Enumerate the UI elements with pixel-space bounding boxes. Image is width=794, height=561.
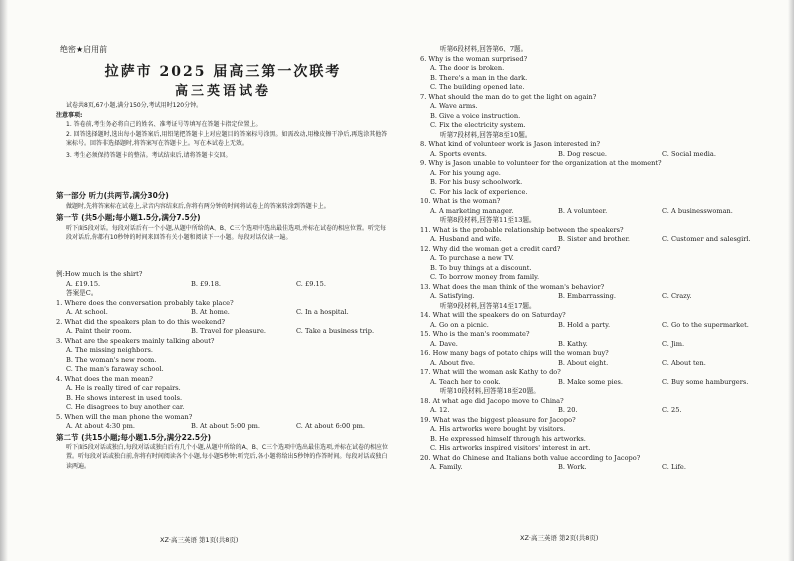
example-options — [56, 280, 390, 290]
option-c: C. Social media. — [662, 149, 716, 158]
page-2-questions — [420, 45, 776, 473]
option-a: A. Sports events. — [430, 149, 487, 158]
option-a: A. At about 4:30 pm. — [66, 422, 135, 430]
example-answer: 答案是C。 — [66, 289, 98, 297]
option-line: C. To borrow money from family. — [430, 273, 540, 281]
question-5: 5. When will the man phone the woman? — [56, 412, 193, 421]
option-b: B. 20. — [558, 406, 578, 414]
option-row — [420, 207, 776, 217]
option-line: B. To buy things at a discount. — [430, 263, 532, 272]
option-c: C. The man's faraway school. — [66, 365, 164, 373]
scan-shadow-left — [0, 0, 8, 561]
material-cue: 听第6段材料,回答第6、7题。 — [440, 45, 528, 53]
option-row — [420, 150, 776, 160]
option-line: B. There's a man in the dark. — [430, 73, 528, 82]
page-1 — [56, 0, 390, 561]
option-c: C. At about 6:00 pm. — [296, 422, 365, 430]
option-line: A. The door is broken. — [430, 64, 505, 72]
option-c: C. A businesswoman. — [662, 206, 733, 215]
option-b: B. Embarrassing. — [558, 292, 616, 300]
option-c: C. Buy some hamburgers. — [662, 377, 749, 386]
option-c: C. 25. — [662, 406, 682, 414]
option-line: C. For his lack of experience. — [430, 187, 528, 196]
option-a: A. Go on a picnic. — [430, 320, 489, 329]
note-3: 3. 考生必须保持答题卡的整洁。考试结束后,请将答题卡交回。 — [66, 151, 232, 159]
material-cue: 听第7段材料,回答第8至10题。 — [440, 130, 532, 139]
option-c: C. Customer and salesgirl. — [662, 235, 751, 243]
section1-title: 第一节 (共5小题;每小题1.5分,满分7.5分) — [56, 212, 201, 222]
option-row — [420, 235, 776, 245]
page-2 — [420, 0, 776, 561]
option-row — [420, 321, 776, 331]
option-line: A. To purchase a new TV. — [430, 254, 514, 262]
option-line: A. Wave arms. — [430, 102, 478, 110]
option-a: A. Dave. — [430, 339, 458, 348]
option-b: B. Sister and brother. — [558, 235, 631, 243]
option-b: B. Kathy. — [558, 339, 588, 348]
scan-shadow-right — [788, 0, 794, 561]
option-line: B. He expressed himself through his artworks. — [430, 434, 586, 443]
option-c: C. About ten. — [662, 358, 706, 367]
material-cue: 听第8段材料,回答第11至13题。 — [440, 216, 536, 224]
option-c: C. Go to the supermarket. — [662, 320, 749, 329]
material-cue: 听第10段材料,回答第18至20题。 — [440, 387, 540, 395]
option-line: B. Give a voice instruction. — [430, 111, 521, 120]
option-a: A. The missing neighbors. — [66, 346, 153, 354]
option-b: B. Work. — [558, 463, 587, 471]
option-line: B. For his busy schoolwork. — [430, 178, 523, 186]
option-b: B. At about 5:00 pm. — [191, 422, 261, 430]
question-text: 14. What will the speakers do on Saturday? — [420, 311, 566, 319]
page-1-footer: XZ·高三英语 第1页(共8页) — [160, 536, 239, 544]
option-b: B. A volunteer. — [558, 206, 608, 215]
section1-note: 听下面5段对话。每段对话后有一个小题,从题中所给的A、B、C三个选项中选出最佳选项,并标在试卷的相应位置。听完每段对话后,你都有10秒钟的时间来回答有关小题和阅读下一小题。每段对话仅读一遍。 — [66, 224, 387, 241]
question-text: 13. What does the man think of the woman's behavior? — [420, 282, 605, 291]
example-question: 例:How much is the shirt? — [56, 270, 143, 278]
option-c: C. Life. — [662, 463, 686, 471]
option-a: A. A marketing manager. — [430, 206, 514, 215]
question-1: 1. Where does the conversation probably take place? — [56, 298, 234, 307]
option-c: C. £9.15. — [296, 279, 326, 288]
option-a: A. Teach her to cook. — [430, 377, 501, 386]
option-c: C. In a hospital. — [296, 308, 349, 316]
option-c: C. He disagrees to buy another car. — [66, 403, 185, 411]
material-cue: 听第9段材料,回答第14至17题。 — [440, 301, 536, 310]
option-line: C. His artworks inspired visitors' interest in art. — [430, 444, 591, 452]
option-b: B. £9.18. — [191, 279, 222, 288]
question-text: 11. What is the probable relationship between the speakers? — [420, 225, 624, 234]
option-a: A. 12. — [430, 406, 450, 414]
option-row — [420, 292, 776, 302]
question-text: 10. What is the woman? — [420, 197, 501, 205]
option-row — [420, 378, 776, 388]
option-line: A. For his young age. — [430, 168, 501, 177]
part1-title: 第一部分 听力(共两节,满分30分) — [56, 191, 169, 200]
exam-subtitle: 高三英语试卷 — [174, 84, 271, 99]
question-4: 4. What does the man mean? — [56, 374, 153, 383]
option-b: B. Dog rescue. — [558, 149, 607, 158]
option-row — [420, 406, 776, 416]
question-text: 8. What kind of volunteer work is Jason interested in? — [420, 140, 601, 148]
section1-questions — [56, 270, 390, 471]
option-a: A. About five. — [430, 358, 476, 367]
option-c: C. Crazy. — [662, 292, 692, 300]
option-line: C. Fix the electricity system. — [430, 121, 526, 129]
question-text: 19. What was the biggest pleasure for Jacopo? — [420, 415, 576, 424]
question-text: 7. What should the man do to get the light on again? — [420, 92, 597, 101]
exam-title: 拉萨市 2025 届高三第一次联考 — [104, 64, 342, 80]
option-a: A. Paint their room. — [66, 327, 132, 335]
option-row — [420, 463, 776, 473]
question-text: 20. What do Chinese and Italians both value according to Jacopo? — [420, 453, 641, 462]
option-b: B. About eight. — [558, 358, 609, 367]
option-b: B. Travel for pleasure. — [191, 327, 266, 335]
option-a: A. Family. — [430, 463, 463, 471]
question-text: 6. Why is the woman surprised? — [420, 54, 528, 63]
note-2: 2. 回答选择题时,选出每小题答案后,用铅笔把答题卡上对应题目的答案标号涂黑。如需改动,用橡皮擦干净后,再选涂其他答案标号。回答非选择题时,将答案写在答题卡上。写在本试卷上无效。 — [66, 130, 388, 147]
question-text: 16. How many bags of potato chips will the woman buy? — [420, 349, 609, 357]
question-text: 18. At what age did Jacopo move to China? — [420, 396, 564, 405]
option-b: B. Hold a party. — [558, 320, 611, 329]
option-b: B. He shows interest in used tools. — [66, 393, 183, 402]
option-a: A. Husband and wife. — [430, 235, 502, 243]
question-2-options — [56, 327, 390, 337]
option-line: C. The building opened late. — [430, 83, 525, 91]
question-3: 3. What are the speakers mainly talking about? — [56, 336, 215, 345]
part1-note: 做题时,先将答案标在试卷上,录音内容结束后,你将有两分钟的时间将试卷上的答案转涂到答题卡上。 — [66, 203, 330, 210]
secret-mark: 绝密★启用前 — [60, 45, 108, 54]
option-row — [420, 359, 776, 369]
option-b: B. Make some pies. — [558, 377, 624, 386]
option-c: C. Take a business trip. — [296, 327, 375, 335]
question-2: 2. What did the speakers plan to do this weekend? — [56, 317, 226, 326]
question-text: 17. What will the woman ask Kathy to do? — [420, 368, 561, 376]
section2-note: 听下面5段对话或独白,每段对话或独白后有几个小题,从题中所给的A、B、C三个选项中选出最佳选项,并标在试卷的相应位置。听每段对话或独白前,你将有时间阅读各个小题,每小题5秒钟;听完后,各小题将给出5秒钟的作答时间。每段对话或独白读两遍。 — [66, 443, 388, 470]
option-a: A. £19.15. — [66, 279, 101, 288]
notes-title: 注意事项: — [56, 111, 83, 119]
option-b: B. The woman's new room. — [66, 355, 157, 364]
exam-intro — [56, 101, 390, 160]
option-a: A. At school. — [66, 308, 108, 316]
question-text: 15. Who is the man's roommate? — [420, 330, 530, 338]
question-5-options — [56, 422, 390, 432]
option-a: A. He is really tired of car repairs. — [66, 384, 181, 392]
option-row — [420, 340, 776, 350]
option-line: A. His artworks were bought by visitors. — [430, 425, 566, 433]
option-b: B. At home. — [191, 308, 230, 316]
option-a: A. Satisfying. — [430, 292, 475, 300]
intro-text: 试卷共8页,67小题,满分150分,考试用时120分钟。 — [66, 102, 203, 109]
part1-header — [56, 190, 390, 243]
option-c: C. Jim. — [662, 339, 685, 348]
question-text: 12. Why did the woman get a credit card? — [420, 244, 561, 253]
question-1-options — [56, 308, 390, 318]
page-2-footer: XZ·高三英语 第2页(共8页) — [520, 534, 599, 542]
note-1: 1. 答卷前,考生务必将自己的姓名、准考证号等填写在答题卡指定位置上。 — [66, 121, 262, 128]
question-text: 9. Why is Jason unable to volunteer for the organization at the moment? — [420, 159, 662, 167]
section2-title: 第二节 (共15小题;每小题1.5分,满分22.5分) — [56, 432, 212, 442]
